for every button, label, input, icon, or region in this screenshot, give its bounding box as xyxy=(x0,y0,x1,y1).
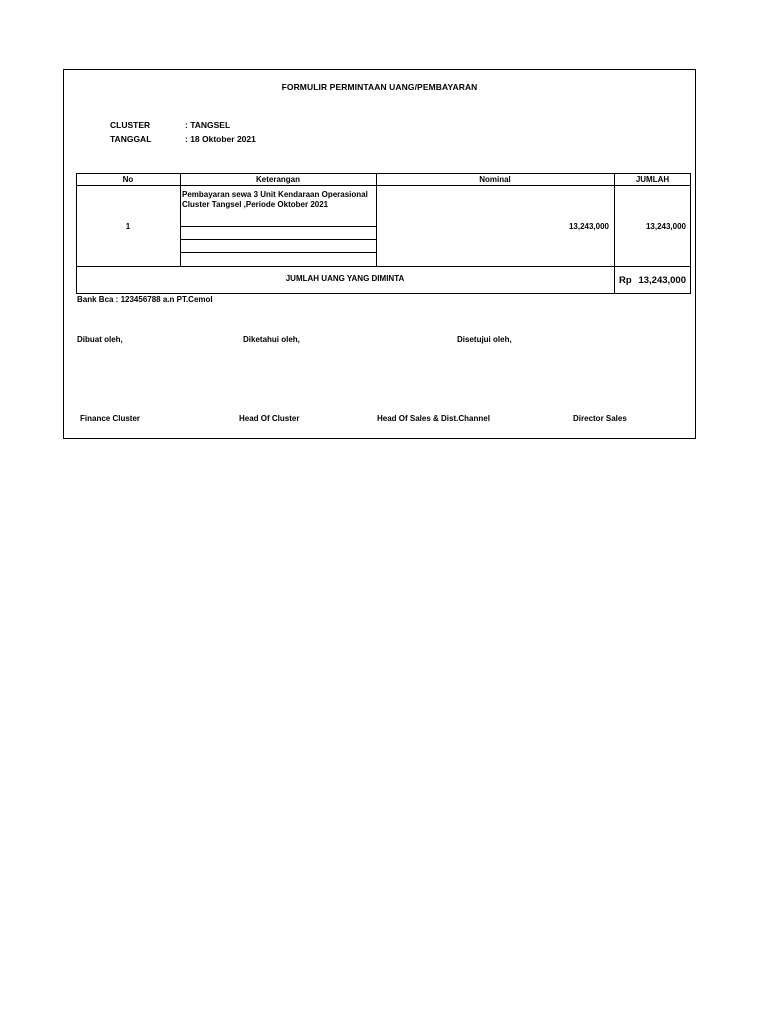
header-keterangan: Keterangan xyxy=(255,175,300,184)
row-no: 1 xyxy=(125,222,131,231)
tanggal-value: : 18 Oktober 2021 xyxy=(185,134,256,144)
header-nominal: Nominal xyxy=(479,175,511,184)
row-keterangan: Pembayaran sewa 3 Unit Kendaraan Operasional Cluster Tangsel ,Periode Oktober 2021 xyxy=(182,190,368,209)
diketahui-oleh: Diketahui oleh, xyxy=(243,335,300,344)
role-finance-cluster: Finance Cluster xyxy=(80,414,141,423)
cluster-label: CLUSTER xyxy=(110,120,151,130)
total-label: JUMLAH UANG YANG DIMINTA xyxy=(285,274,405,283)
bank-info: Bank Bca : 123456788 a.n PT.Cemol xyxy=(77,295,213,304)
total-value: 13,243,000 xyxy=(638,275,686,286)
role-head-of-cluster: Head Of Cluster xyxy=(239,414,300,423)
total-currency: Rp xyxy=(619,275,632,286)
form-title: FORMULIR PERMINTAAN UANG/PEMBAYARAN xyxy=(281,82,478,92)
role-head-of-sales: Head Of Sales & Dist.Channel xyxy=(377,414,490,423)
tanggal-label: TANGGAL xyxy=(110,134,152,144)
header-no: No xyxy=(122,175,134,184)
row-jumlah: 13,243,000 xyxy=(645,222,686,231)
role-director-sales: Director Sales xyxy=(573,414,627,423)
row-nominal: 13,243,000 xyxy=(568,222,609,231)
cluster-value: : TANGSEL xyxy=(185,120,231,130)
header-jumlah: JUMLAH xyxy=(635,175,670,184)
dibuat-oleh: Dibuat oleh, xyxy=(77,335,123,344)
disetujui-oleh: Disetujui oleh, xyxy=(457,335,512,344)
